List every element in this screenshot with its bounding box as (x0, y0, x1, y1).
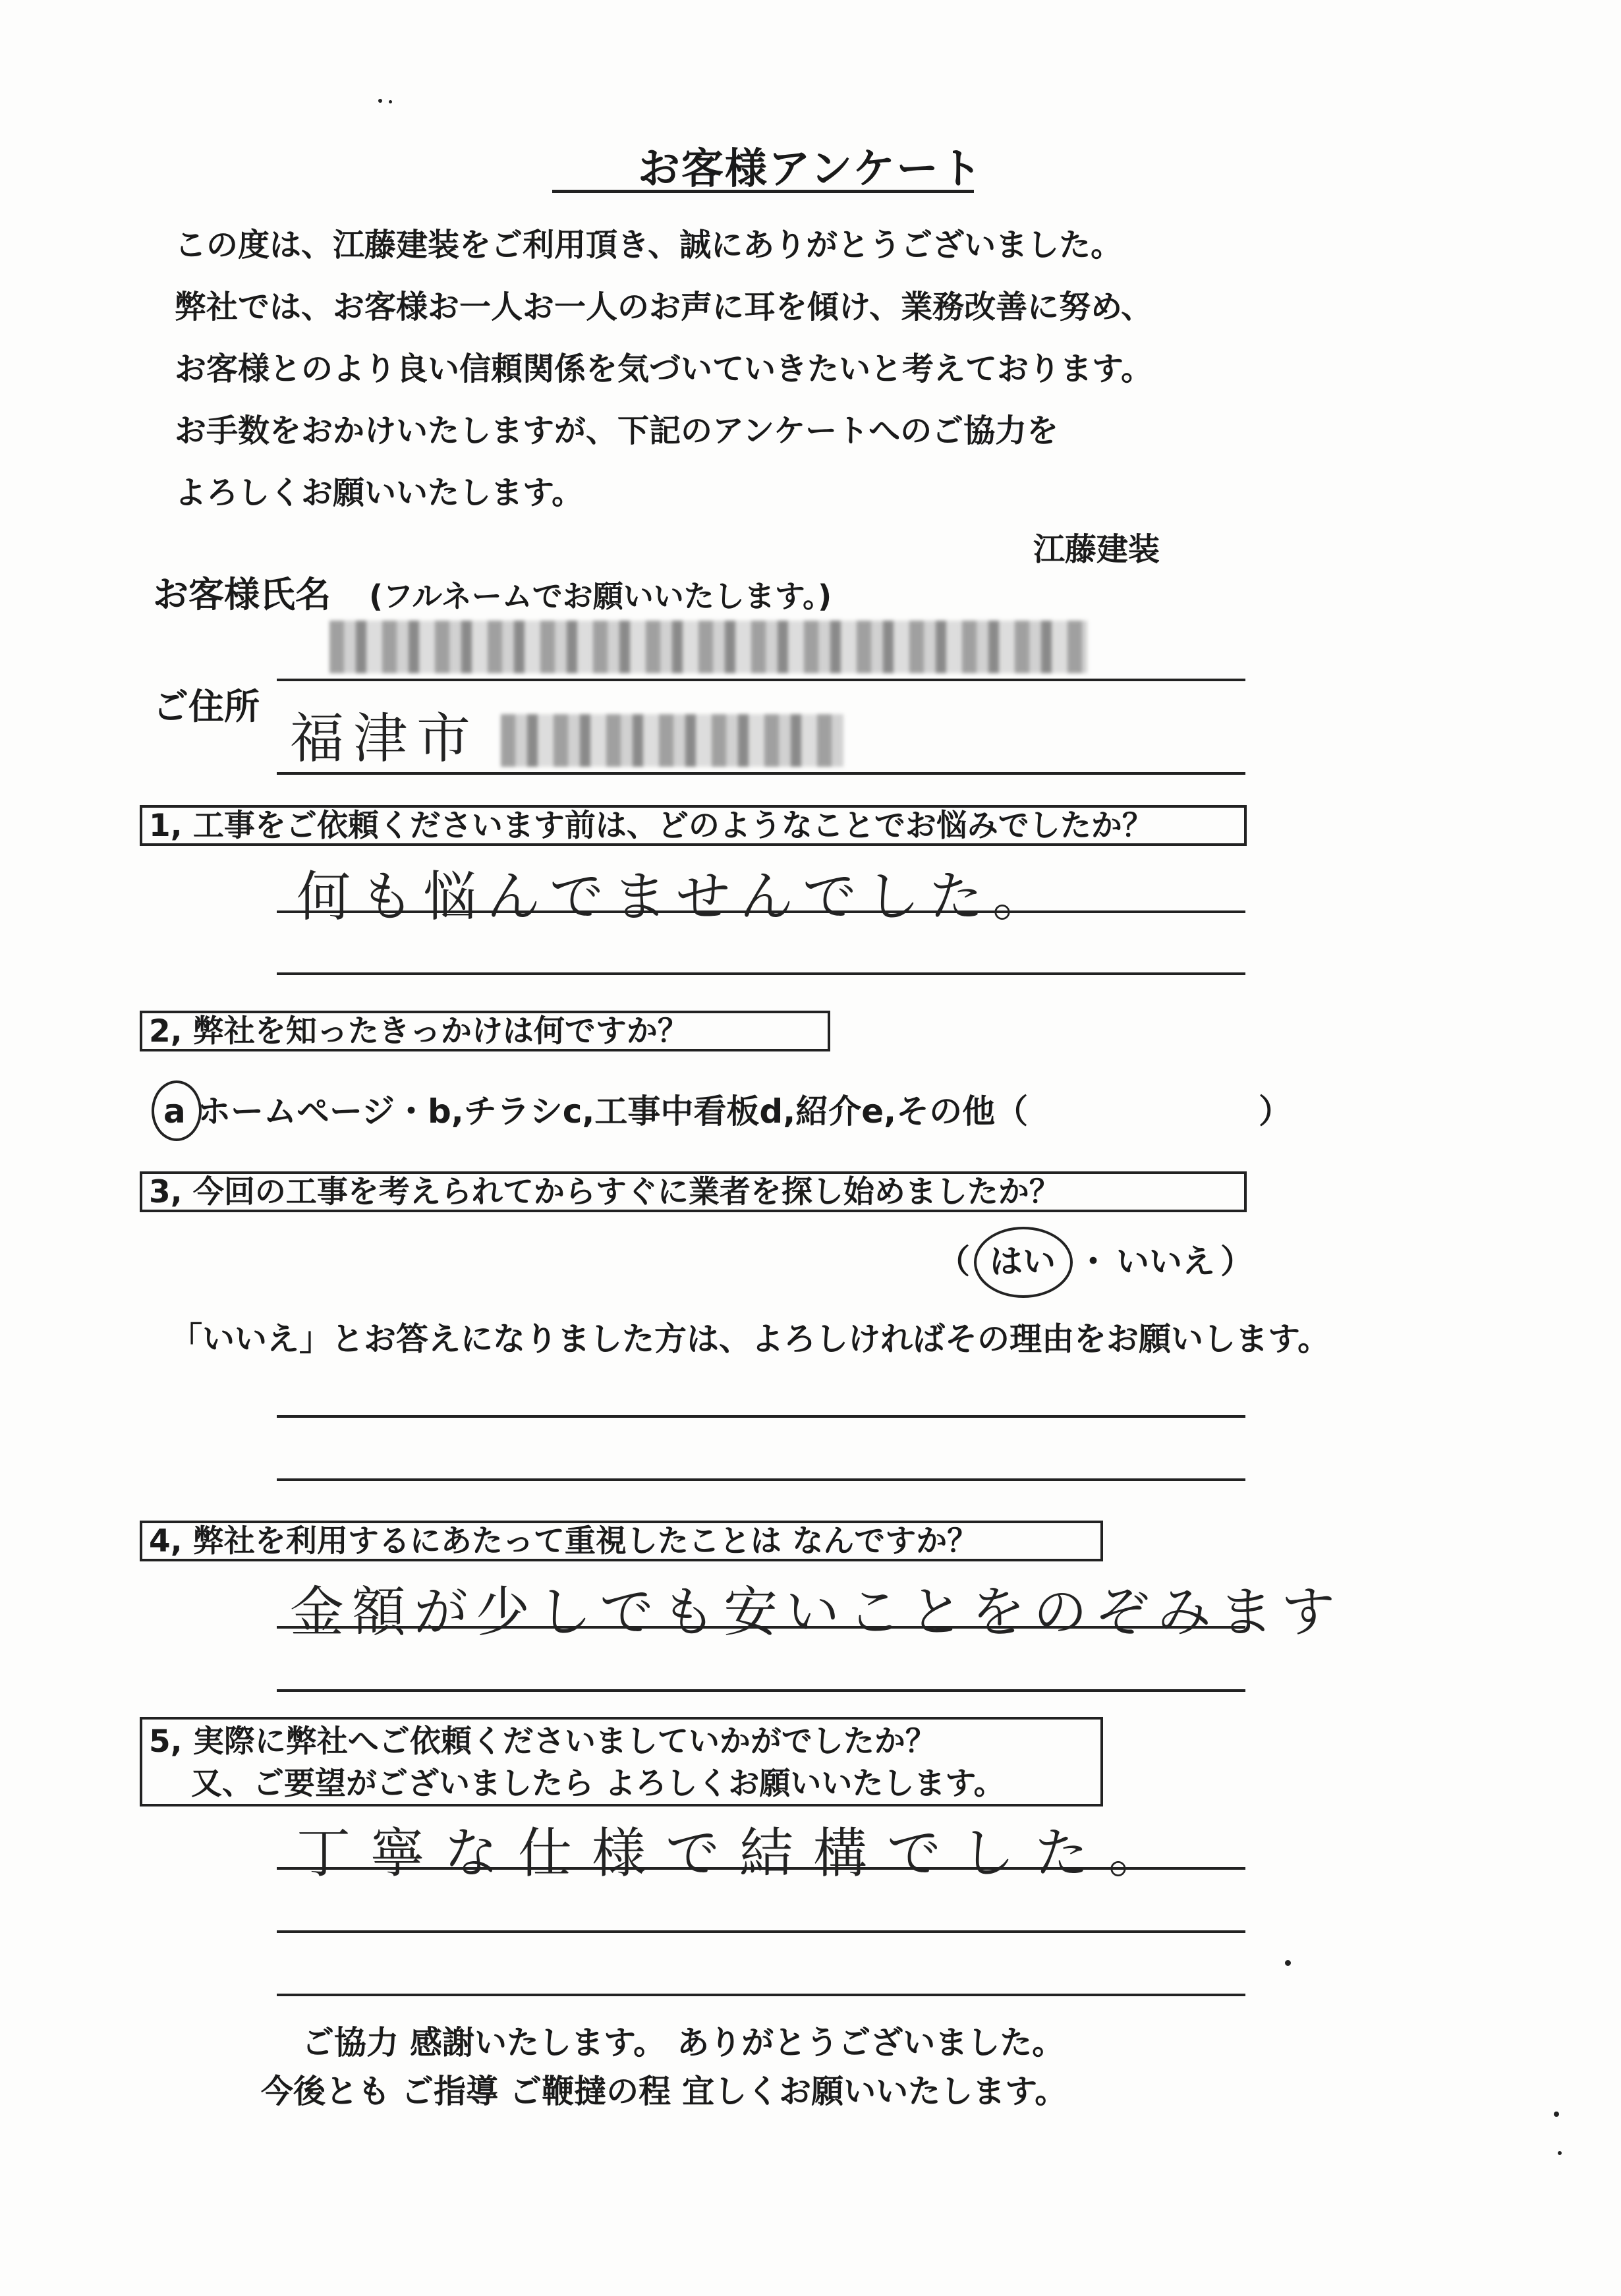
question-2-text: 2, 弊社を知ったきっかけは何ですか？ (149, 1013, 689, 1050)
closing-line-1: ご協力 感謝いたします。 ありがとうございました。 (302, 2024, 1065, 2061)
question-1-rule-1 (277, 910, 1245, 913)
scan-speck (378, 99, 382, 103)
page-title: お客様アンケート (637, 145, 984, 194)
address-rule (277, 772, 1245, 775)
address-label: ご住所 (153, 686, 260, 727)
address-value: 福津市 (290, 708, 480, 770)
scan-speck (1285, 1960, 1291, 1966)
q3-close-paren: ） (1220, 1243, 1253, 1281)
question-5-rule-3 (277, 1994, 1245, 1996)
q3-yes: はい (990, 1243, 1056, 1281)
scan-speck (1554, 2112, 1559, 2117)
question-3-note: 「いいえ」とお答えになりました方は、よろしければその理由をお願いします。 (170, 1320, 1330, 1358)
question-5-answer: 丁寧な仕様で結構でした。 (297, 1822, 1183, 1885)
intro-line-3: お客様とのより良い信頼関係を気づいていきたいと考えております。 (175, 350, 1153, 387)
question-5-text-line-1: 5, 実際に弊社へご依頼くださいましていかがでしたか？ (149, 1723, 936, 1760)
question-4-rule-2 (277, 1689, 1245, 1692)
intro-line-4: お手数をおかけいたしますが、下記のアンケートへのご協力を (175, 412, 1059, 449)
q3-open-paren: （ (937, 1243, 970, 1281)
name-rule (277, 679, 1245, 681)
intro-line-2: 弊社では、お客様お一人お一人のお声に耳を傾け、業務改善に努め、 (175, 289, 1153, 325)
company-name: 江藤建装 (1033, 531, 1160, 568)
address-redacted (501, 714, 843, 767)
question-5-text-line-2: 又、ご要望がございましたら よろしくお願いいたします。 (191, 1766, 1005, 1802)
question-1-rule-2 (277, 972, 1245, 975)
scan-speck (1558, 2151, 1562, 2155)
scan-speck (389, 100, 392, 103)
q3-no: いいえ (1116, 1243, 1215, 1281)
option-list: ホームページ・b,チラシc,工事中看板d,紹介e,その他（ (198, 1092, 1029, 1131)
question-3-rule-2 (277, 1478, 1245, 1481)
q3-yes-circle (974, 1227, 1073, 1298)
question-1-text: 1, 工事をご依頼くださいます前は、どのようなことでお悩みでしたか？ (149, 808, 1153, 844)
q3-separator: ・ (1077, 1243, 1110, 1281)
question-3-rule-1 (277, 1415, 1245, 1418)
intro-line-5: よろしくお願いいたします。 (175, 474, 584, 511)
option-other-close-paren: ） (1259, 1092, 1292, 1131)
title-underline (552, 190, 974, 193)
question-5-rule-2 (277, 1930, 1245, 1933)
question-4-rule-1 (277, 1626, 1245, 1629)
question-4-text: 4, 弊社を利用するにあたって重視したことは なんですか？ (149, 1523, 979, 1559)
closing-line-2: 今後とも ご指導 ご鞭撻の程 宜しくお願いいたします。 (261, 2073, 1067, 2110)
option-a-letter: a (163, 1092, 186, 1131)
intro-line-1: この度は、江藤建装をご利用頂き、誠にありがとうございました。 (175, 227, 1123, 264)
question-5-rule-1 (277, 1867, 1245, 1870)
name-note: (フルネームでお願いいたします。) (369, 578, 832, 614)
name-label: お客様氏名 (153, 574, 331, 615)
question-3-text: 3, 今回の工事を考えられてからすぐに業者を探し始めましたか？ (149, 1174, 1060, 1210)
name-redacted (329, 621, 1087, 673)
question-4-answer: 金額が少しでも安いことをのぞみます (290, 1581, 1344, 1644)
question-1-answer: 何も悩んでませんでした。 (297, 866, 1056, 928)
